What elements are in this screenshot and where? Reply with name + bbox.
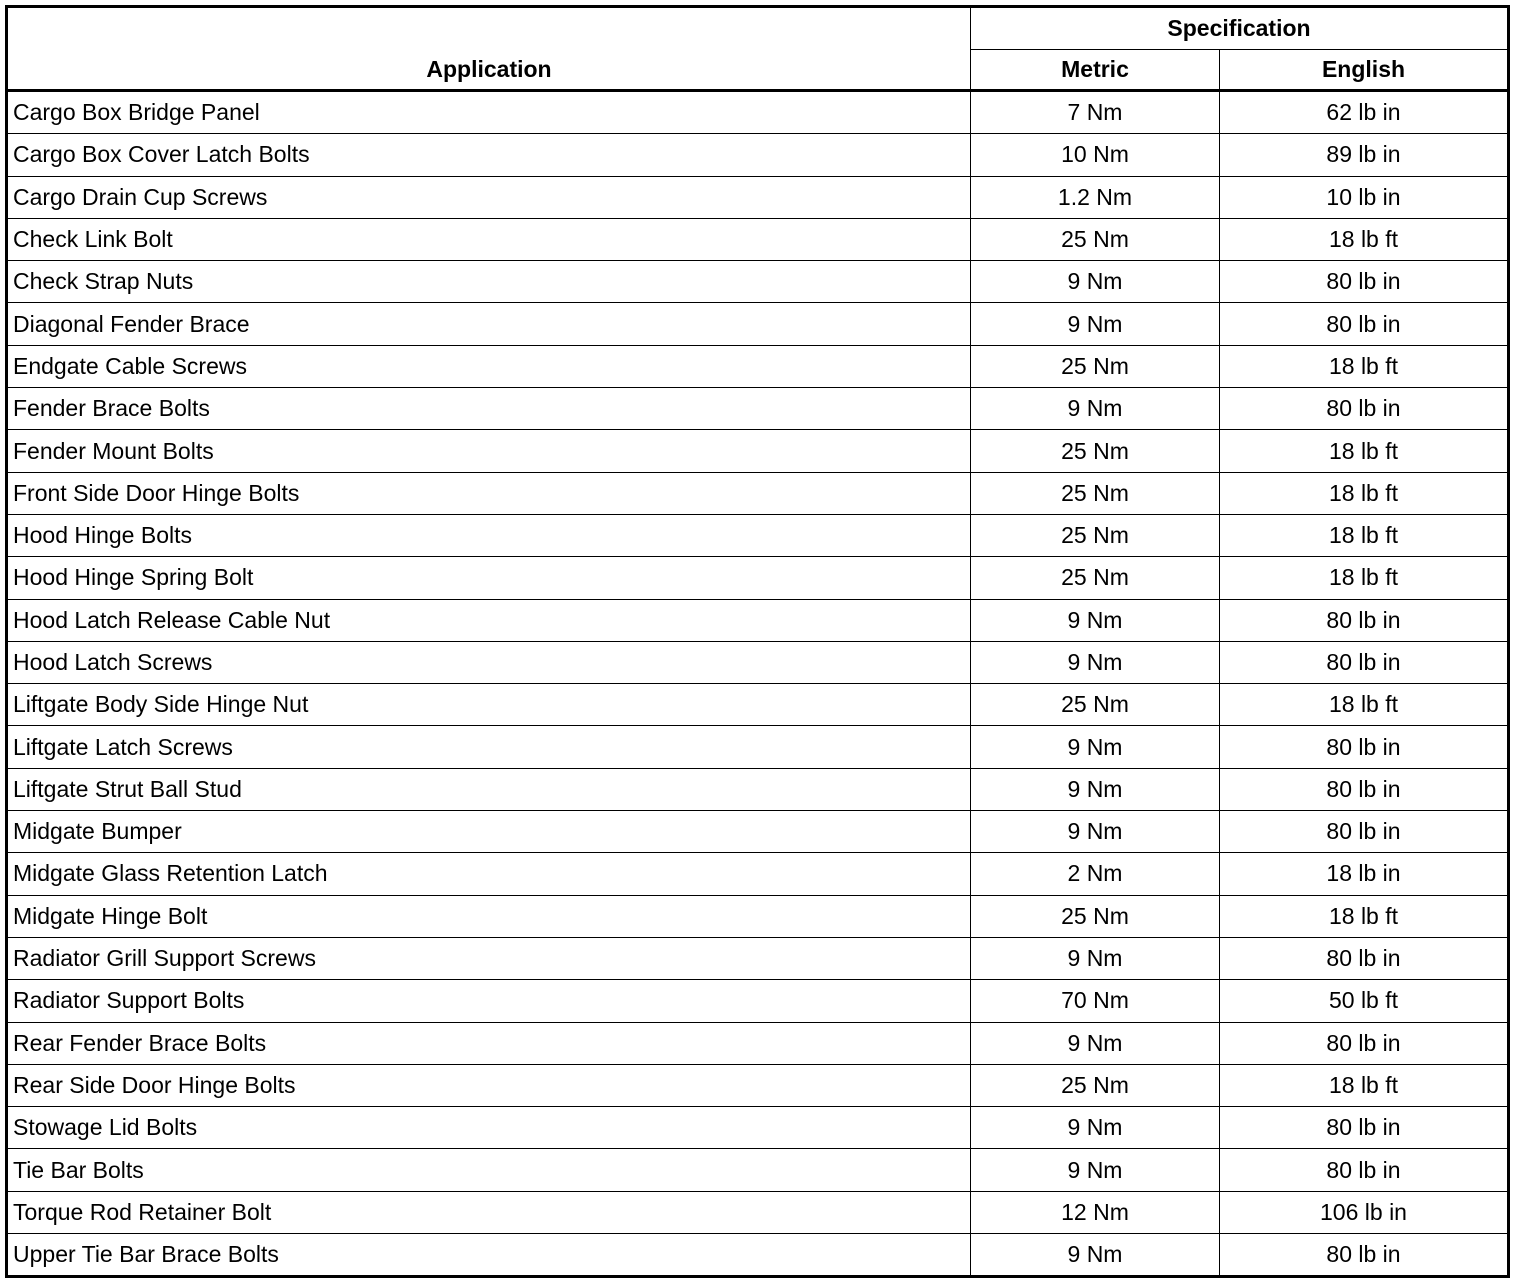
english-cell: 80 lb in xyxy=(1220,937,1509,979)
application-cell: Radiator Support Bolts xyxy=(7,980,971,1022)
english-cell: 18 lb ft xyxy=(1220,895,1509,937)
metric-cell: 9 Nm xyxy=(971,1107,1220,1149)
table-row xyxy=(7,176,1509,218)
metric-cell: 7 Nm xyxy=(971,91,1220,134)
torque-spec-table xyxy=(5,5,1510,1278)
specification-group-header: Specification xyxy=(971,7,1509,50)
table-row xyxy=(7,726,1509,768)
application-cell: Rear Fender Brace Bolts xyxy=(7,1022,971,1064)
metric-cell: 10 Nm xyxy=(971,134,1220,176)
english-cell: 18 lb ft xyxy=(1220,218,1509,260)
application-cell: Check Link Bolt xyxy=(7,218,971,260)
english-cell: 18 lb ft xyxy=(1220,1064,1509,1106)
metric-cell: 25 Nm xyxy=(971,430,1220,472)
english-cell: 106 lb in xyxy=(1220,1191,1509,1233)
english-cell: 80 lb in xyxy=(1220,768,1509,810)
table-row xyxy=(7,684,1509,726)
english-cell: 80 lb in xyxy=(1220,388,1509,430)
english-cell: 80 lb in xyxy=(1220,1107,1509,1149)
application-cell: Front Side Door Hinge Bolts xyxy=(7,472,971,514)
english-cell: 80 lb in xyxy=(1220,811,1509,853)
english-cell: 18 lb ft xyxy=(1220,557,1509,599)
application-cell: Tie Bar Bolts xyxy=(7,1149,971,1191)
english-cell: 80 lb in xyxy=(1220,1022,1509,1064)
table-row xyxy=(7,388,1509,430)
metric-cell: 25 Nm xyxy=(971,684,1220,726)
application-cell: Hood Latch Screws xyxy=(7,641,971,683)
table-row xyxy=(7,261,1509,303)
metric-cell: 9 Nm xyxy=(971,937,1220,979)
table-row xyxy=(7,853,1509,895)
table-row xyxy=(7,811,1509,853)
metric-cell: 9 Nm xyxy=(971,1234,1220,1277)
table-row xyxy=(7,430,1509,472)
application-cell: Fender Brace Bolts xyxy=(7,388,971,430)
application-cell: Liftgate Strut Ball Stud xyxy=(7,768,971,810)
table-row xyxy=(7,768,1509,810)
application-cell: Endgate Cable Screws xyxy=(7,345,971,387)
metric-cell: 9 Nm xyxy=(971,303,1220,345)
english-cell: 80 lb in xyxy=(1220,599,1509,641)
english-cell: 10 lb in xyxy=(1220,176,1509,218)
metric-cell: 25 Nm xyxy=(971,218,1220,260)
application-cell: Midgate Bumper xyxy=(7,811,971,853)
table-row xyxy=(7,980,1509,1022)
metric-cell: 25 Nm xyxy=(971,472,1220,514)
table-row xyxy=(7,218,1509,260)
table-row xyxy=(7,472,1509,514)
application-cell: Hood Latch Release Cable Nut xyxy=(7,599,971,641)
table-row xyxy=(7,1064,1509,1106)
header-row-top xyxy=(7,7,1509,50)
table-row xyxy=(7,599,1509,641)
table-row xyxy=(7,345,1509,387)
metric-cell: 25 Nm xyxy=(971,514,1220,556)
application-cell: Midgate Glass Retention Latch xyxy=(7,853,971,895)
metric-cell: 9 Nm xyxy=(971,768,1220,810)
table-row xyxy=(7,1191,1509,1233)
application-cell: Diagonal Fender Brace xyxy=(7,303,971,345)
metric-cell: 25 Nm xyxy=(971,557,1220,599)
table-row xyxy=(7,641,1509,683)
application-cell: Stowage Lid Bolts xyxy=(7,1107,971,1149)
metric-cell: 9 Nm xyxy=(971,599,1220,641)
english-cell: 62 lb in xyxy=(1220,91,1509,134)
english-cell: 80 lb in xyxy=(1220,641,1509,683)
table-row xyxy=(7,1234,1509,1277)
english-cell: 18 lb in xyxy=(1220,853,1509,895)
application-cell: Midgate Hinge Bolt xyxy=(7,895,971,937)
application-cell: Upper Tie Bar Brace Bolts xyxy=(7,1234,971,1277)
metric-column-header: Metric xyxy=(971,50,1220,91)
english-cell: 50 lb ft xyxy=(1220,980,1509,1022)
table-row xyxy=(7,937,1509,979)
metric-cell: 9 Nm xyxy=(971,388,1220,430)
metric-cell: 9 Nm xyxy=(971,1022,1220,1064)
application-cell: Rear Side Door Hinge Bolts xyxy=(7,1064,971,1106)
metric-cell: 9 Nm xyxy=(971,726,1220,768)
table-row xyxy=(7,1022,1509,1064)
english-column-header: English xyxy=(1220,50,1509,91)
metric-cell: 2 Nm xyxy=(971,853,1220,895)
application-cell: Torque Rod Retainer Bolt xyxy=(7,1191,971,1233)
application-cell: Hood Hinge Spring Bolt xyxy=(7,557,971,599)
english-cell: 18 lb ft xyxy=(1220,684,1509,726)
english-cell: 18 lb ft xyxy=(1220,345,1509,387)
metric-cell: 25 Nm xyxy=(971,1064,1220,1106)
table-row xyxy=(7,557,1509,599)
table-row xyxy=(7,1107,1509,1149)
metric-cell: 9 Nm xyxy=(971,261,1220,303)
application-column-header: Application xyxy=(7,7,971,91)
english-cell: 80 lb in xyxy=(1220,261,1509,303)
english-cell: 80 lb in xyxy=(1220,303,1509,345)
table-row xyxy=(7,134,1509,176)
application-cell: Hood Hinge Bolts xyxy=(7,514,971,556)
application-cell: Liftgate Latch Screws xyxy=(7,726,971,768)
table-header xyxy=(7,7,1509,91)
table-row xyxy=(7,303,1509,345)
english-cell: 18 lb ft xyxy=(1220,514,1509,556)
metric-cell: 25 Nm xyxy=(971,895,1220,937)
application-cell: Fender Mount Bolts xyxy=(7,430,971,472)
application-cell: Cargo Box Cover Latch Bolts xyxy=(7,134,971,176)
metric-cell: 9 Nm xyxy=(971,1149,1220,1191)
application-cell: Cargo Box Bridge Panel xyxy=(7,91,971,134)
application-cell: Radiator Grill Support Screws xyxy=(7,937,971,979)
english-cell: 18 lb ft xyxy=(1220,430,1509,472)
metric-cell: 25 Nm xyxy=(971,345,1220,387)
table-row xyxy=(7,514,1509,556)
metric-cell: 9 Nm xyxy=(971,811,1220,853)
table-body xyxy=(7,91,1509,1277)
english-cell: 80 lb in xyxy=(1220,1149,1509,1191)
english-cell: 80 lb in xyxy=(1220,1234,1509,1277)
application-cell: Check Strap Nuts xyxy=(7,261,971,303)
metric-cell: 9 Nm xyxy=(971,641,1220,683)
english-cell: 89 lb in xyxy=(1220,134,1509,176)
table-row xyxy=(7,895,1509,937)
english-cell: 18 lb ft xyxy=(1220,472,1509,514)
metric-cell: 12 Nm xyxy=(971,1191,1220,1233)
application-cell: Liftgate Body Side Hinge Nut xyxy=(7,684,971,726)
english-cell: 80 lb in xyxy=(1220,726,1509,768)
table-row xyxy=(7,1149,1509,1191)
metric-cell: 70 Nm xyxy=(971,980,1220,1022)
table-row xyxy=(7,91,1509,134)
metric-cell: 1.2 Nm xyxy=(971,176,1220,218)
application-cell: Cargo Drain Cup Screws xyxy=(7,176,971,218)
